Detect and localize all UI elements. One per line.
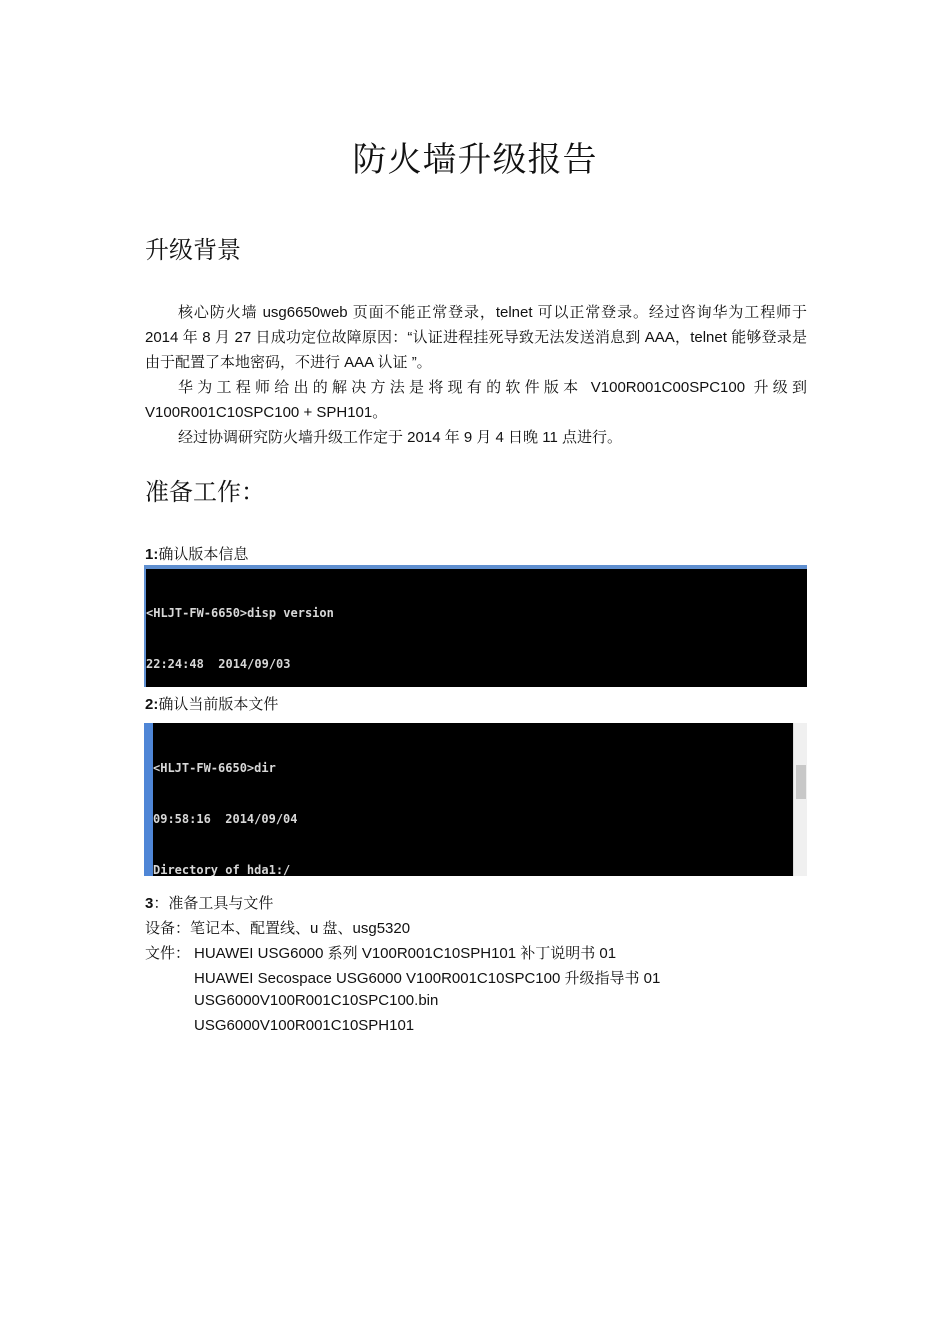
- document-title: 防火墙升级报告: [352, 140, 598, 180]
- step-3-number: 3: [145, 895, 154, 912]
- scrollbar-thumb: [796, 765, 806, 799]
- file-item: USG6000V100R001C10SPC100.bin: [194, 992, 439, 1009]
- step-2-text: 确认当前版本文件: [158, 696, 279, 713]
- step-3-label: [145, 892, 273, 913]
- terminal-line: 22:24:48 2014/09/03: [146, 657, 291, 671]
- background-paragraph-3: 经过协调研究防火墙升级工作定于 2014 年 9 月 4 日晚 11 点进行。: [178, 429, 622, 446]
- background-paragraphs: [145, 300, 807, 450]
- terminal-line: <HLJT-FW-6650>disp version: [146, 606, 334, 620]
- step-1-number: 1:: [145, 546, 159, 563]
- step-1-text: 确认版本信息: [158, 546, 249, 563]
- section-heading-background: 升级背景: [145, 236, 241, 264]
- step-2-label: [145, 693, 278, 714]
- terminal-line: <HLJT-FW-6650>dir: [153, 761, 276, 775]
- section-heading-preparation: 准备工作：: [145, 478, 265, 506]
- devices-line: 设备：笔记本、配置线、u 盘、usg5320: [145, 920, 411, 937]
- background-paragraph-2: 华为工程师给出的解决方法是将现有的软件版本 V100R001C00SPC100 升级到 V100R001C10SPC100 + SPH101。: [145, 379, 807, 421]
- background-paragraph-1: 核心防火墙 usg6650web 页面不能正常登录，telnet 可以正常登录。经过咨询华为工程师于 2014 年 8 月 27 日成功定位故障原因：“认证进程挂死导致无法发送消息到 AAA，telnet 能够登录是由于配置了本地密码，不进行 AAA 认证 ”。: [145, 304, 807, 371]
- file-item: USG6000V100R001C10SPH101: [194, 1017, 415, 1034]
- file-item: HUAWEI USG6000 系列 V100R001C10SPH101 补丁说明书 01: [194, 945, 617, 962]
- terminal-line: 09:58:16 2014/09/04: [153, 812, 298, 826]
- files-label: 文件：: [145, 945, 191, 962]
- terminal-line: Directory of hda1:/: [153, 863, 291, 876]
- terminal-screenshot-version: [144, 565, 807, 687]
- step-2-number: 2:: [145, 696, 159, 713]
- terminal-scrollbar: [793, 723, 807, 876]
- terminal-screenshot-dir: [144, 723, 807, 876]
- step-3-text: ：准备工具与文件: [153, 895, 274, 912]
- step-1-label: [145, 543, 248, 564]
- file-item: HUAWEI Secospace USG6000 V100R001C10SPC100 升级指导书 01: [194, 970, 661, 987]
